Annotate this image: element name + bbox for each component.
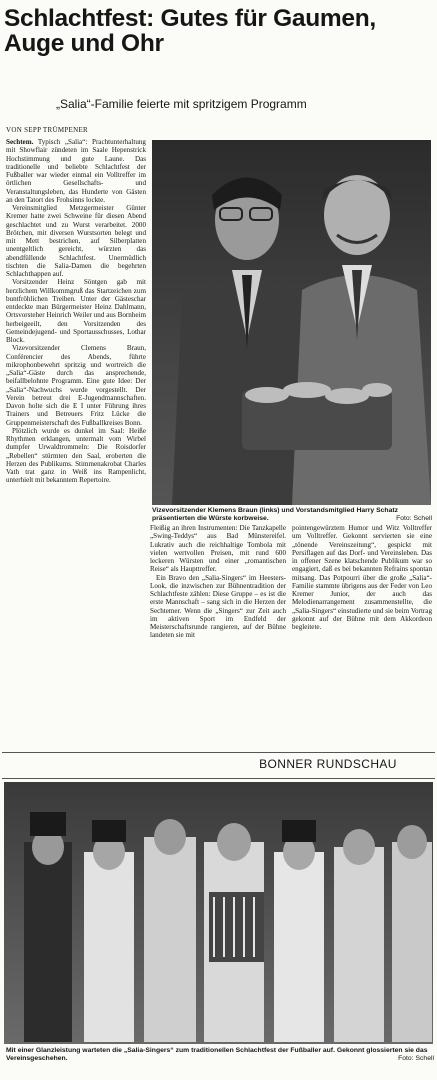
headline: Schlachtfest: Gutes für Gaumen, Auge und Ohr [4, 5, 376, 57]
paragraph: Ein Bravo den „Salia-Singers“ im Heesters-Look, die inzwischen zur Bühnentradition der Schlachtfeste zählen: Diese Gruppe – es ist die erste Mannschaft – sang sich in die Herzen der Sechtemer. Wenn die „Singers“ zur Zeit auch im aktiven Sport im Endfeld der Meisterschaftsrunde rangieren, auf der Bühne landeten sie mit [150, 573, 286, 640]
paragraph: Fleißig an ihren Instrumenten: Die Tanzkapelle „Swing-Teddys“ aus Bad Münstereifel. Lukrativ auch die reichhaltige Tombola mit vielen wertvollen Preisen, mit rund 600 leckeren Würsten und einer „romantischen Reise“ als Haupttreffer. [150, 524, 286, 574]
article-column-2 [150, 524, 286, 734]
photo-illustration [152, 140, 431, 505]
paragraph: Vereinsmitglied Metzgermeister Günter Kremer hatte zwei Schweine für diesen Abend geschlachtet und zu Wurst verarbeitet. 2000 Brötchen, mit diversen Wurstsorten belegt und mit Mett bestrichen, auf Silberplatten unentgeltlich gereicht, würzten das abendfüllende Schlachtfest. Unermüdlich tischten die Salia-Damen die begehrten Schlachthappen auf. [6, 204, 146, 278]
photo-credit: Foto: Schell [396, 515, 432, 522]
dateline: Sechtem. [6, 138, 34, 146]
paragraph: Plötzlich wurde es dunkel im Saal: Heiße Rhythmen erklangen, untermalt vom Wirbel dumpfer Urwaldtrommeln: Die Roisdorfer „Rebellen“ stürmten den Saal, eroberten die Herzen des Publikums. Stimmenakrobat Charles Vath trat ganz in Weiß ins Rampenlicht, unterhielt mit bekanntem Repertoire. [6, 426, 146, 485]
divider [2, 778, 435, 779]
author-byline: VON SEPP TRÜMPENER [6, 126, 89, 134]
caption-text: Mit einer Glanzleistung warteten die „Salia-Singers“ zum traditionellen Schlachtfest der Fußballer auf. Gekonnt glossierten sie das Vereinsgeschehen. [6, 1047, 428, 1062]
photo-two-men-with-sausages [152, 140, 431, 505]
newspaper-masthead: BONNER RUNDSCHAU [259, 757, 397, 771]
photo-credit: Foto: Schell [398, 1055, 434, 1062]
subheadline: „Salia“-Familie feierte mit spritzigem Programm [56, 97, 307, 111]
paragraph: pointengewürztem Humor und Witz Volltreffer um Volltreffer. Gekonnt servierten sie eine „tönende Vereinszeitung“, gespickt mit Persiflagen auf das Dorf- und Vereinsleben. Das in offener Szene klatschende Publikum war so engagiert, daß es bei bekannten Refrains spontan mitsang. Das Potpourri über die große „Salia“-Familie stammte übrigens aus der Feder von Leo Kremer Junior, der auch das Melodienarrangement zusammenstellte, die „Salia-Singers“ einstudierte und sie beim Vortrag gekonnt auf der Bühne mit dem Akkordeon begleitete. [292, 524, 432, 631]
photo-illustration [4, 782, 433, 1044]
paragraph: Vizevorsitzender Clemens Braun, Conférencier des Abends, führte mikrophonbewehrt spritzig und wortreich die „Salia“-Gäste durch das ansprechende, beifallbelohnte Programm. Eine gute Idee: Der „Salia“-Nachwuchs wurde vorgestellt. Der Verein betreut drei E-Jugendmannschaften. Davon holte sich die E I unter Führung ihres Trainers und Betreuers Fritz Lücke die Gruppenmeisterschaft des Fußballkreises Bonn. [6, 344, 146, 427]
photo-caption [152, 507, 432, 523]
photo-caption [6, 1047, 434, 1063]
paragraph-text: Typisch „Salia“: Prachtunterhaltung mit Showflair zündeten im Saale Hepenstrick Hochstimmung und gute Laune. Das traditionelle und beliebte Schlachtfest der Fußballer war wieder einmal ein Volltreffer im örtlichen Gesellschafts- und Veranstaltungsleben, das Hunderte von Gästen an den Tatort des Frohsinns lockte. [6, 138, 146, 204]
article-column-1 [6, 138, 146, 778]
paragraph: Vorsitzender Heinz Söntgen gab mit herzlichem Willkommgruß das Startzeichen zum buntfröhlichen Treiben. Unter der Gästeschar entdeckte man Bürgermeister Heinz Dahlmann, Ortsvorsteher Heinrich Weiler und aus Bornheim herbeigeeilt, den Vorsitzenden des Gemeindejugend- und Sportausschusses, Lothar Block. [6, 278, 146, 344]
caption-text: Vizevorsitzender Klemens Braun (links) und Vorstandsmitglied Harry Schatz präsentierten die Würste korbweise. [152, 507, 399, 522]
photo-salia-singers [4, 782, 433, 1044]
article-column-3 [292, 524, 432, 734]
divider [2, 752, 435, 753]
paragraph [6, 138, 146, 204]
